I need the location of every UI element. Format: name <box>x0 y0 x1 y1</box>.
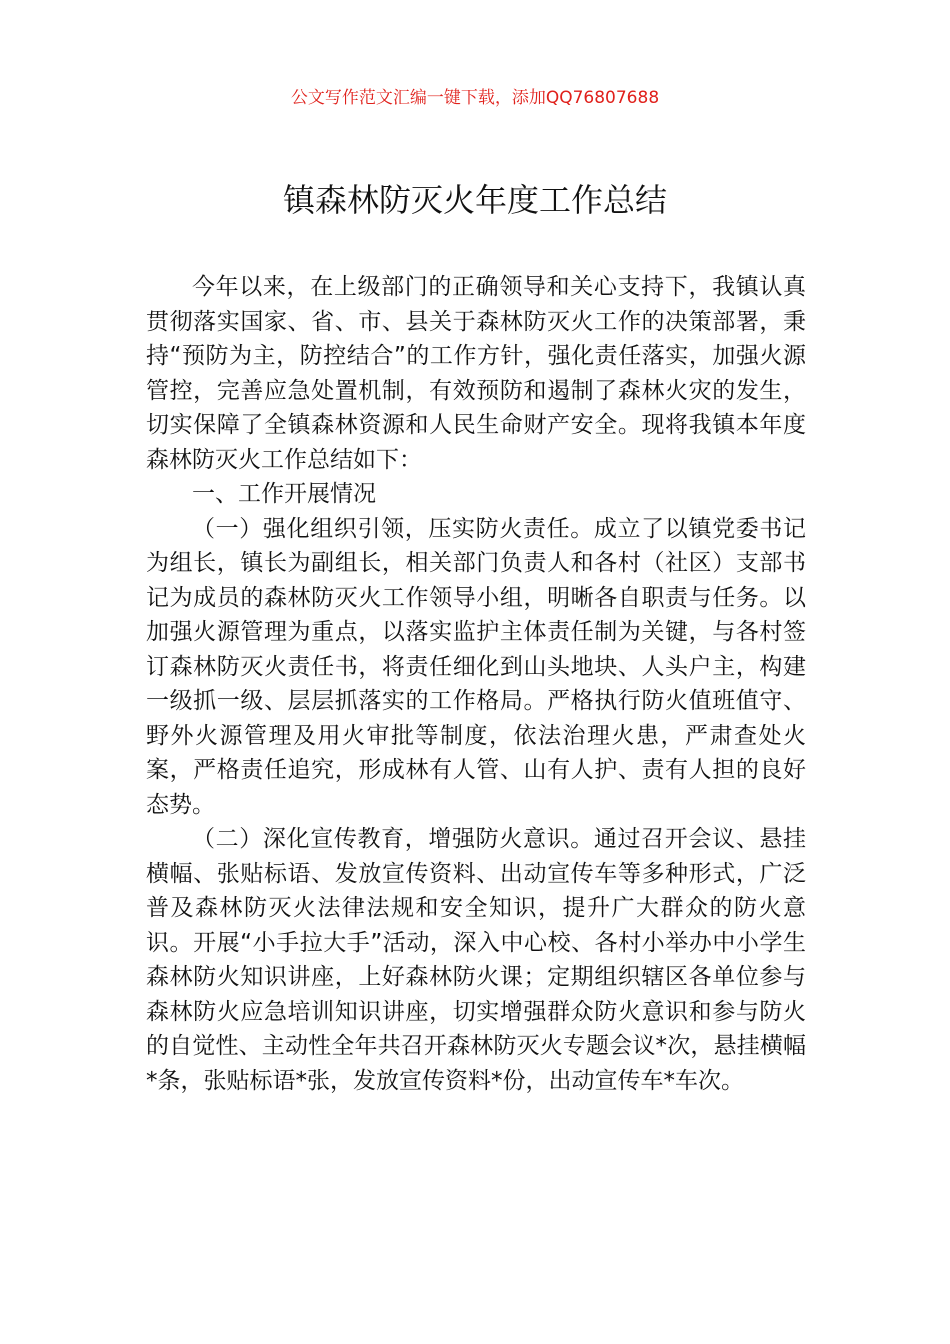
section-heading-work-progress: 一、工作开展情况 <box>192 481 376 507</box>
intro-paragraph: 今年以来，在上级部门的正确领导和关心支持下，我镇认真贯彻落实国家、省、市、县关于森林防灭火工作的决策部署，秉持“预防为主，防控结合”的工作方针，强化责任落实，加强火源管控，完善应急处置机制，有效预防和遏制了森林火灾的发生，切实保障了全镇森林资源和人民生命财产安全。现将我镇本年度森林防灭火工作总结如下： <box>146 274 806 473</box>
paragraph-organization: （一）强化组织引领，压实防火责任。成立了以镇党委书记为组长，镇长为副组长，相关部门负责人和各村（社区）支部书记为成员的森林防灭火工作领导小组，明晰各自职责与任务。以加强火源管理为重点，以落实监护主体责任制为关键，与各村签订森林防灭火责任书，将责任细化到山头地块、人头户主，构建一级抓一级、层层抓落实的工作格局。严格执行防火值班值守、野外火源管理及用火审批等制度，依法治理火患，严肃查处火案，严格责任追究，形成林有人管、山有人护、责有人担的良好态势。 <box>146 515 806 818</box>
download-notice: 公文写作范文汇编一键下载，添加QQ76807688 <box>290 88 660 108</box>
paragraph-publicity: （二）深化宣传教育，增强防火意识。通过召开会议、悬挂横幅、张贴标语、发放宣传资料、出动宣传车等多种形式，广泛普及森林防灭火法律法规和安全知识，提升广大群众的防火意识。开展“小手拉大手”活动，深入中心校、各村小举办中小学生森林防火知识讲座，上好森林防火课；定期组织辖区各单位参与森林防火应急培训知识讲座，切实增强群众防火意识和参与防火的自觉性、主动性全年共召开森林防灭火专题会议*次，悬挂横幅*条，张贴标语*张，发放宣传资料*份，出动宣传车*车次。 <box>146 826 806 1094</box>
document-body <box>146 270 806 1098</box>
document-title: 镇森林防灭火年度工作总结 <box>282 181 667 219</box>
